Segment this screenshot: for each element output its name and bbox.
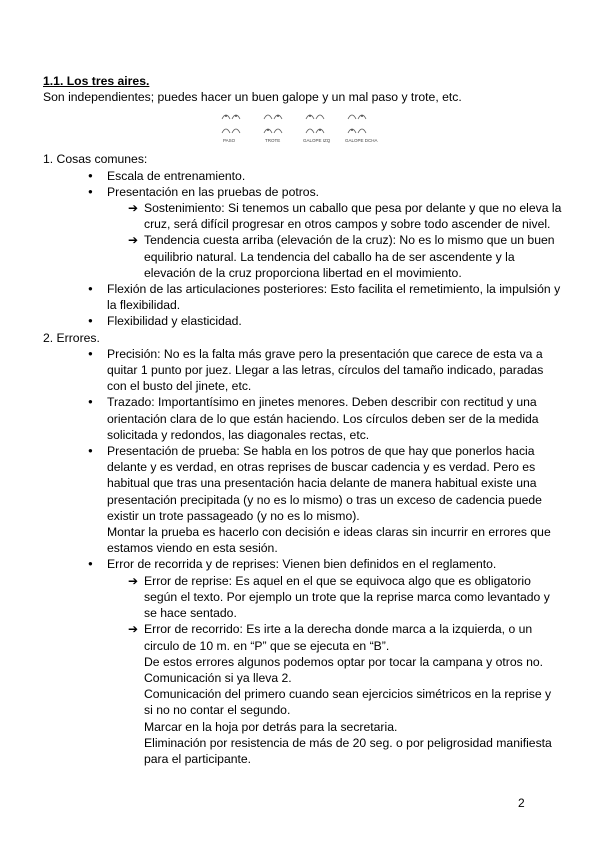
common-list [43,168,563,330]
sub-item-text: Tendencia cuesta arriba (elevación de la cruz): No es lo mismo que un buen equilibrio natural. La tendencia del caballo ha de ser ascendente y la elevación de la cruz proporciona libertad en el movimiento. [144,233,555,280]
sub-item-text-continued: Comunicación del primero cuando sean ejercicios simétricos en la reprise y si no no contar el segundo. [144,687,552,718]
list-item: ● Trazado: Importantísimo en jinetes menores. Deben describir con rectitud y una orientación clara de lo que están haciendo. Los círculos deben ser de la medida solicitada y redondos, las diagonales rectas, etc. [43,394,563,443]
figure-label: TROTE [265,138,281,144]
document-page [43,73,563,767]
list-item [43,443,563,556]
sub-list-item [43,621,563,767]
gaits-figure [43,107,563,145]
list-item: ● Flexibilidad y elasticidad. [43,313,563,329]
arrow-icon: ➔ [128,573,139,588]
sub-item-text-continued: Marcar en la hoja por detrás para la secretaria. [144,719,398,734]
sub-list-item [43,200,563,232]
arrow-icon: ➔ [128,233,139,248]
list2-heading: 2. Errores. [43,330,100,345]
figure-label: GALOPE DCHA [345,138,378,144]
figure-label: GALOPE IZQ [303,138,331,144]
arrow-icon: ➔ [128,201,139,216]
footfall-diagram [218,107,388,145]
item-text-continued: Montar la prueba es hacerlo con decisión e ideas claras sin incurrir en errores que estamos viendo en esta sesión. [107,525,551,556]
list-item: ● Precisión: No es la falta más grave pero la presentación que carece de esta va a quitar 1 punto por juez. Llegar a las letras, círculos del tamaño indicado, paradas con el busto del jinete, etc. [43,346,563,395]
sub-item-text: Sostenimiento: Si tenemos un caballo que pesa por delante y que no eleva la cruz, será difícil progresar en otros campos y sobre todo ascender de nivel. [144,201,562,232]
figure-label: PASO [223,138,236,144]
list-item: ● Error de recorrida y de reprises: Vienen bien definidos en el reglamento. [43,556,563,572]
section-intro: Son independientes; puedes hacer un buen galope y un mal paso y trote, etc. [43,90,462,105]
errors-list [43,346,563,767]
list-item: ● Escala de entrenamiento. [43,168,563,184]
sub-list-item [43,232,563,281]
list1-heading: 1. Cosas comunes: [43,152,148,167]
sub-item-text: Error de recorrido: Es irte a la derecha donde marca a la izquierda, o un circulo de 10 m. en “P” que se ejecuta en “B”. [144,622,533,653]
sub-list-item [43,573,563,622]
arrow-icon: ➔ [128,622,139,637]
item-text: Presentación de prueba: Se habla en los potros de que hay que ponerlos hacia delante y es verdad, en otras reprises de buscar cadencia y es verdad. Pero es habitual que tras una presentación hacia delante de manera habitual existe una presentación precipitada (y no es lo mismo) o tras un exceso de cadencia puede existir un trote passageado (y no es lo mismo). [107,444,542,523]
page-number: 2 [518,796,525,810]
section-title: 1.1. Los tres aires. [43,74,150,88]
list-item: ● Flexión de las articulaciones posteriores: Esto facilita el remetimiento, la impulsión y la flexibilidad. [43,281,563,313]
sub-item-text: Error de reprise: Es aquel en el que se equivoca algo que es obligatorio según el texto. Por ejemplo un trote que la reprise marca como levantado y se hace sentado. [144,573,550,621]
sub-item-text-continued: Eliminación por resistencia de más de 20 seg. o por peligrosidad manifiesta para el participante. [144,735,552,766]
sub-item-text-continued: De estos errores algunos podemos optar por tocar la campana y otros no. Comunicación si ya lleva 2. [144,654,544,685]
list-item: ● Presentación en las pruebas de potros. [43,184,563,200]
